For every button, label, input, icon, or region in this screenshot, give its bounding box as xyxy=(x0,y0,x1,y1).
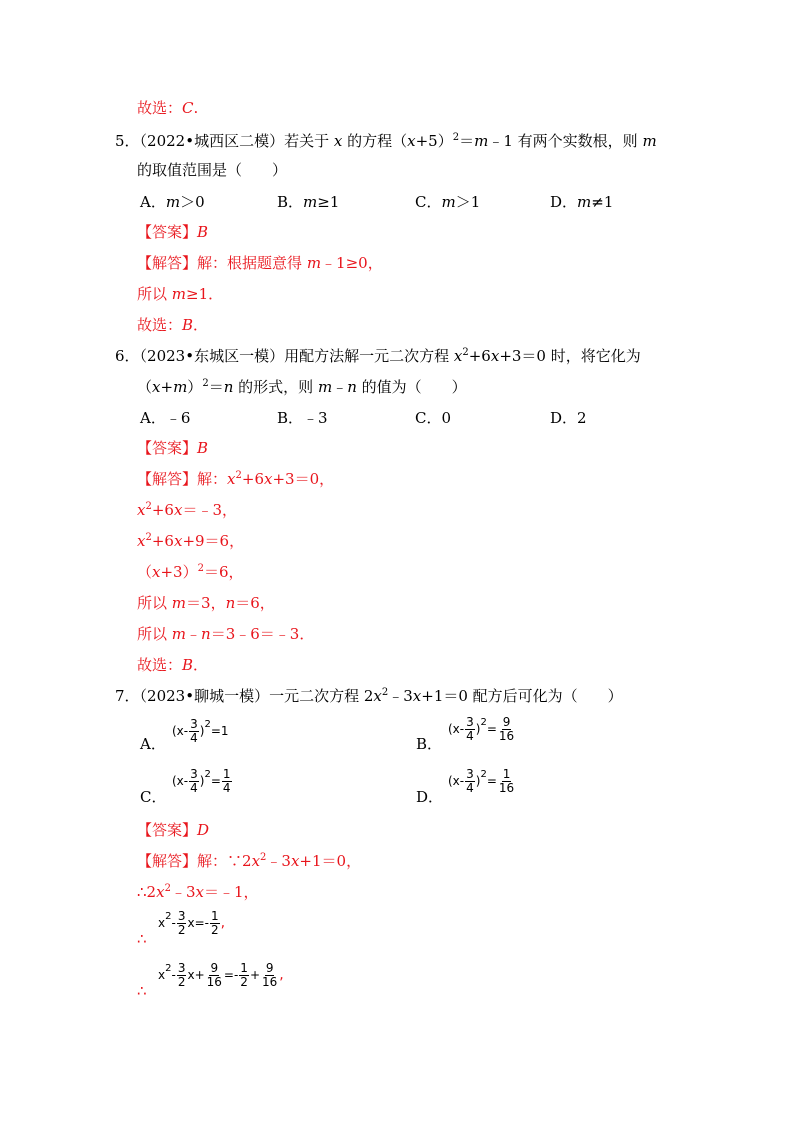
superscript: 2 xyxy=(452,132,460,143)
q7-option-c-formula xyxy=(172,768,233,795)
solution-text: +6 xyxy=(241,470,264,488)
q5-answer xyxy=(137,222,208,242)
var: x xyxy=(137,532,146,550)
denominator: 2 xyxy=(177,923,186,937)
q7-option-d-formula xyxy=(448,768,516,795)
q6-option-d xyxy=(550,408,587,428)
formula-text: + xyxy=(249,968,260,982)
q6-solution-line4 xyxy=(137,562,244,582)
q5-option-b xyxy=(277,192,339,212)
option-text: 2 xyxy=(577,409,587,427)
var: m xyxy=(317,378,333,396)
var: x xyxy=(227,470,236,488)
var: x xyxy=(490,347,500,365)
solution-text: ＝3﹣6＝﹣3． xyxy=(210,625,315,643)
formula-text: (x- xyxy=(172,724,189,738)
superscript: 2 xyxy=(204,769,211,780)
denominator: 16 xyxy=(262,975,278,989)
q6-solution-line3 xyxy=(137,531,244,551)
fraction xyxy=(498,716,515,743)
q6-solution-line2 xyxy=(137,500,237,520)
question-number: 6． xyxy=(115,347,140,365)
formula-text: =- xyxy=(223,968,239,982)
formula-text: ) xyxy=(475,774,481,788)
var: m xyxy=(577,193,592,211)
formula-text: (x- xyxy=(172,774,189,788)
conclusion-end: ． xyxy=(193,316,209,334)
var: m xyxy=(165,193,181,211)
formula-text: - xyxy=(171,968,176,982)
var: x xyxy=(173,501,183,519)
question-source: （2023•东城区一模） xyxy=(139,347,285,365)
superscript: 2 xyxy=(235,470,242,481)
numerator: 3 xyxy=(466,715,474,729)
solution-tag: 【解答】 xyxy=(137,470,198,488)
var: x xyxy=(137,501,146,519)
stem-text: ﹣1 有两个实数根，则 xyxy=(488,132,638,150)
numerator: 1 xyxy=(222,767,231,781)
var: m xyxy=(171,285,187,303)
solution-text: ＝3， xyxy=(186,594,226,612)
option-label: C． xyxy=(415,409,442,427)
solution-text: （ xyxy=(137,563,153,581)
denominator: 16 xyxy=(498,729,515,743)
var: x xyxy=(173,532,183,550)
denominator: 4 xyxy=(190,781,198,795)
conclusion-end: ． xyxy=(193,656,209,674)
q6-option-c xyxy=(415,408,451,428)
conclusion-answer: C xyxy=(182,99,194,117)
var: x xyxy=(407,132,416,150)
answer-value: B xyxy=(197,223,209,241)
q5-option-c xyxy=(415,192,480,212)
q7-option-a-label: A． xyxy=(140,735,166,753)
solution-text: 解： xyxy=(197,470,228,488)
conclusion-label: 故选： xyxy=(137,316,183,334)
stem-text: +3＝0 时，将它化为 xyxy=(499,347,641,365)
superscript: 2 xyxy=(197,563,204,574)
q6-solution-line1 xyxy=(137,469,334,489)
stem-text: +6 xyxy=(468,347,491,365)
formula-text: x+ xyxy=(187,968,205,982)
q7-option-a-formula xyxy=(172,718,229,745)
formula-text: = xyxy=(210,774,221,788)
solution-text: 解：∵2 xyxy=(197,852,252,870)
solution-text: ＝6， xyxy=(203,563,244,581)
superscript: 2 xyxy=(480,717,487,728)
q7-solution-line3-formula xyxy=(158,910,225,937)
denominator: 16 xyxy=(498,781,515,795)
stem-text: 的值为（ ） xyxy=(361,378,467,396)
numerator: 3 xyxy=(177,961,186,975)
var: m xyxy=(171,594,187,612)
stem-text: （ xyxy=(137,378,153,396)
numerator: 9 xyxy=(265,961,274,975)
var: x xyxy=(453,347,463,365)
q5-stem-line1 xyxy=(115,131,657,151)
solution-text: ＝﹣1， xyxy=(203,883,259,901)
solution-text: ﹣1≥0， xyxy=(321,254,383,272)
q5-conclusion xyxy=(137,315,208,335)
fraction xyxy=(206,962,223,989)
q6-stem-line2 xyxy=(137,377,467,397)
var: x xyxy=(412,687,422,705)
stem-text: ﹣ xyxy=(332,378,348,396)
var: n xyxy=(201,625,211,643)
formula-text: x=- xyxy=(187,916,209,930)
stem-text: + xyxy=(160,378,174,396)
question-number: 5． xyxy=(115,132,140,150)
solution-text: +3） xyxy=(160,563,198,581)
solution-tag: 【解答】 xyxy=(137,852,198,870)
numerator: 1 xyxy=(210,909,219,923)
numerator: 3 xyxy=(466,767,474,781)
var: x xyxy=(373,687,382,705)
therefore-symbol: ∴ xyxy=(137,930,147,948)
var: n xyxy=(223,378,234,396)
q6-solution-line5 xyxy=(137,593,275,613)
numerator: 9 xyxy=(502,715,511,729)
solution-text: 所以 xyxy=(137,625,168,643)
option-label: A． xyxy=(140,409,166,427)
stem-text: ＝ xyxy=(208,378,224,396)
stem-text: ） xyxy=(187,378,203,396)
fraction xyxy=(498,768,515,795)
solution-text: 所以 xyxy=(137,594,168,612)
var: x xyxy=(264,470,273,488)
numerator: 9 xyxy=(210,961,219,975)
formula-text: ) xyxy=(199,724,205,738)
q6-conclusion xyxy=(137,655,208,675)
denominator: 4 xyxy=(466,781,474,795)
conclusion-label: 故选： xyxy=(137,99,183,117)
formula-text: = xyxy=(210,724,221,738)
fraction xyxy=(261,962,278,989)
solution-text: ∴2 xyxy=(137,883,157,901)
formula-text: , xyxy=(220,915,226,931)
var: x xyxy=(156,883,165,901)
fraction xyxy=(239,962,249,989)
solution-text: ﹣3 xyxy=(266,852,291,870)
superscript: 2 xyxy=(204,719,211,730)
q7-option-b-formula xyxy=(448,716,516,743)
denominator: 2 xyxy=(177,975,186,989)
formula-text: = xyxy=(486,774,497,788)
numerator: 1 xyxy=(240,961,248,975)
superscript: 2 xyxy=(165,963,172,974)
conclusion-label: 故选： xyxy=(137,656,183,674)
superscript: 2 xyxy=(462,347,469,358)
var: m xyxy=(303,193,318,211)
formula-text: = xyxy=(486,722,497,736)
question-source: （2023•聊城一模） xyxy=(139,687,270,705)
var: x xyxy=(152,378,161,396)
q4-conclusion xyxy=(137,98,198,118)
option-text: ＞1 xyxy=(455,193,481,211)
superscript: 2 xyxy=(260,852,267,863)
fraction xyxy=(189,718,199,745)
denominator: 4 xyxy=(466,729,474,743)
fraction xyxy=(222,768,232,795)
q7-stem xyxy=(115,686,623,706)
q7-option-c-label: C． xyxy=(140,788,167,806)
var: m xyxy=(474,132,489,150)
formula-text: (x- xyxy=(448,722,465,736)
q7-solution-line1 xyxy=(137,851,361,871)
option-label: C． xyxy=(415,193,442,211)
stem-text: 的形式，则 xyxy=(238,378,314,396)
formula-text: , xyxy=(279,967,284,983)
denominator: 4 xyxy=(222,781,231,795)
option-text: ＞0 xyxy=(180,193,205,211)
stem-text: +1＝0 配方后可化为（ ） xyxy=(421,687,623,705)
q6-stem-line1 xyxy=(115,346,641,366)
solution-text: +6 xyxy=(151,532,174,550)
formula-text: x xyxy=(158,916,166,930)
conclusion-answer: B xyxy=(182,656,194,674)
option-label: B． xyxy=(277,193,304,211)
option-label: D． xyxy=(550,193,578,211)
var: x xyxy=(195,883,204,901)
superscript: 2 xyxy=(480,769,487,780)
superscript: 2 xyxy=(381,687,389,698)
superscript: 2 xyxy=(165,911,172,922)
stem-text: ＝ xyxy=(459,132,475,150)
stem-text: 用配方法解一元二次方程 xyxy=(284,347,450,365)
stem-text: 一元二次方程 2 xyxy=(269,687,374,705)
question-source: （2022•城西区二模） xyxy=(139,132,285,150)
solution-tag: 【解答】 xyxy=(137,254,198,272)
var: m xyxy=(441,193,456,211)
fraction xyxy=(210,910,220,937)
fraction xyxy=(465,768,475,795)
formula-text: ) xyxy=(475,722,481,736)
option-label: B． xyxy=(277,409,304,427)
stem-text: 若关于 xyxy=(284,132,330,150)
var: m xyxy=(173,378,188,396)
var: m xyxy=(306,254,322,272)
solution-text: +1＝0， xyxy=(299,852,362,870)
solution-text: +3＝0， xyxy=(272,470,335,488)
q7-solution-line2 xyxy=(137,882,259,902)
superscript: 2 xyxy=(164,883,171,894)
answer-tag: 【答案】 xyxy=(137,821,198,839)
formula-text: (x- xyxy=(448,774,465,788)
solution-text: ≥1． xyxy=(186,285,224,303)
numerator: 1 xyxy=(502,767,511,781)
var: x xyxy=(290,852,300,870)
q7-solution-line4-formula xyxy=(158,962,284,989)
q5-option-a xyxy=(140,192,205,212)
option-text: ﹣3 xyxy=(303,409,328,427)
answer-value: D xyxy=(197,821,210,839)
q5-solution-line2 xyxy=(137,284,223,304)
q7-option-b-label: B． xyxy=(416,735,443,753)
var: x xyxy=(333,132,343,150)
superscript: 2 xyxy=(202,378,209,389)
q6-solution-line6 xyxy=(137,624,314,644)
var: n xyxy=(347,378,357,396)
q5-option-d xyxy=(550,192,613,212)
option-text: ﹣6 xyxy=(165,409,191,427)
fraction xyxy=(177,910,187,937)
answer-tag: 【答案】 xyxy=(137,223,198,241)
var: m xyxy=(171,625,187,643)
q6-option-b xyxy=(277,408,328,428)
superscript: 2 xyxy=(145,532,152,543)
formula-text: 1 xyxy=(220,724,229,738)
option-label: A． xyxy=(140,193,166,211)
stem-text: ﹣3 xyxy=(388,687,413,705)
fraction xyxy=(465,716,475,743)
formula-text: - xyxy=(171,916,176,930)
stem-text: +5） xyxy=(415,132,453,150)
solution-text: +9＝6， xyxy=(182,532,245,550)
answer-tag: 【答案】 xyxy=(137,439,198,457)
stem-text: 的方程（ xyxy=(347,132,408,150)
q5-solution-line1 xyxy=(137,253,383,273)
solution-text: ﹣3 xyxy=(170,883,196,901)
denominator: 2 xyxy=(210,923,219,937)
fraction xyxy=(177,962,187,989)
answer-value: B xyxy=(197,439,209,457)
solution-text: ＝6， xyxy=(235,594,275,612)
var: x xyxy=(251,852,261,870)
solution-text: +6 xyxy=(151,501,174,519)
var: x xyxy=(152,563,161,581)
fraction xyxy=(189,768,199,795)
var: n xyxy=(225,594,236,612)
therefore-symbol: ∴ xyxy=(137,982,147,1000)
q6-option-a xyxy=(140,408,190,428)
option-label: D． xyxy=(550,409,578,427)
formula-text: x xyxy=(158,968,166,982)
formula-text: ) xyxy=(199,774,205,788)
question-number: 7． xyxy=(115,687,140,705)
solution-text: 解：根据题意得 xyxy=(197,254,303,272)
option-text: ≠1 xyxy=(591,193,614,211)
solution-text: ﹣ xyxy=(186,625,202,643)
denominator: 4 xyxy=(190,731,198,745)
q7-option-d-label: D． xyxy=(416,788,444,806)
numerator: 3 xyxy=(190,767,198,781)
option-text: ≥1 xyxy=(317,193,340,211)
superscript: 2 xyxy=(145,501,152,512)
numerator: 3 xyxy=(190,717,198,731)
q7-answer xyxy=(137,820,209,840)
q5-stem-line2: 的取值范围是（ ） xyxy=(137,161,288,179)
option-text: 0 xyxy=(441,409,452,427)
conclusion-end: . xyxy=(193,99,199,117)
denominator: 2 xyxy=(240,975,248,989)
q6-answer xyxy=(137,438,208,458)
numerator: 3 xyxy=(177,909,186,923)
conclusion-answer: B xyxy=(182,316,194,334)
var: m xyxy=(642,132,657,150)
solution-text: 所以 xyxy=(137,285,168,303)
denominator: 16 xyxy=(206,975,222,989)
solution-text: ＝﹣3， xyxy=(182,501,237,519)
